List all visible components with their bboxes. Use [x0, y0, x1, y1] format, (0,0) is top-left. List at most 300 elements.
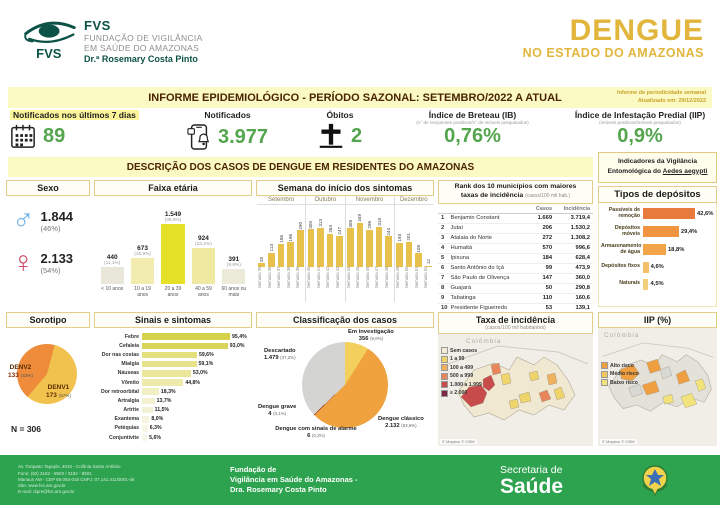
- sintoma-bar: [142, 388, 159, 395]
- municipio-casos: 147: [530, 273, 555, 283]
- sintoma-row: [94, 424, 250, 433]
- month-label: Outubro: [306, 196, 344, 205]
- agegroup-pct: (16,9%): [134, 251, 151, 257]
- sintoma-row: [94, 433, 250, 442]
- sintoma-label: Artralgia: [117, 397, 139, 404]
- kpi-notificados-value: 3.977: [217, 125, 269, 148]
- legend-label: Baixo risco: [610, 379, 638, 386]
- week-bar: [406, 242, 413, 267]
- table-row: [438, 223, 593, 233]
- legend-item: [601, 371, 639, 378]
- week-label: Semana 48: [383, 267, 389, 289]
- week-bar: [385, 236, 392, 267]
- footer-address-line: Av. Torquato Tapajós, 4010 - Colônia Santo Antônio: [18, 464, 121, 470]
- female-pct: (54%): [40, 266, 61, 275]
- month-week-labels: [395, 267, 433, 291]
- ento-line1: Indicadores da Vigilância: [617, 158, 698, 165]
- rank-col-incidencia: Incidência: [555, 204, 593, 214]
- municipio-incidencia: 3.719,4: [555, 213, 593, 223]
- municipio-incidencia: 473,9: [555, 263, 593, 273]
- sintoma-pct: 13,7%: [156, 397, 172, 404]
- kpi-notificados-label: Notificados: [204, 110, 251, 120]
- rank-number: 9: [438, 293, 450, 303]
- agegroup-column: [127, 198, 157, 302]
- panel-sexo: [6, 180, 90, 316]
- week-bar: [268, 253, 275, 267]
- panel-faixa-etaria-title: Faixa etária: [94, 180, 252, 196]
- table-row: [438, 273, 593, 283]
- kpi-iip-label: Índice de Infestação Predial (IIP): [574, 110, 706, 120]
- table-row: [438, 263, 593, 273]
- legend-swatch: [601, 371, 608, 378]
- month-group: [306, 196, 345, 302]
- agegroup-label: 20 a 39 anos: [164, 286, 182, 298]
- section-banner: [8, 157, 593, 177]
- legend-label: Médio risco: [610, 371, 639, 377]
- legend-swatch: [441, 381, 448, 388]
- org-line1: FUNDAÇÃO DE VIGILÂNCIA: [84, 33, 203, 43]
- sintoma-pct: 11,5%: [154, 407, 170, 414]
- month-week-labels: [257, 267, 305, 291]
- deposito-row: [601, 279, 714, 290]
- table-row: [438, 293, 593, 303]
- deposito-row: [601, 226, 714, 238]
- kpi-iip-sublabel: (imóveis positivos/imóveis pesquisados): [599, 120, 681, 125]
- week-bar: [347, 228, 354, 267]
- deposito-label: Naturais: [619, 280, 640, 287]
- panel-sorotipo-title: Sorotipo: [6, 312, 90, 328]
- agegroup-value: 673: [137, 244, 149, 252]
- week-column: [335, 227, 345, 267]
- kpi-iip-value: 0,9%: [617, 125, 663, 147]
- sexo-male-row: [12, 206, 88, 236]
- kpi-breteau: [385, 108, 560, 156]
- kpi-notificados-7-dias-value: 89: [43, 124, 66, 147]
- org-line2: EM SAÚDE DO AMAZONAS: [84, 43, 200, 53]
- footer-address-line: E-mail: dipre@fvs.am.gov.br: [18, 489, 75, 495]
- agegroup-bar: [131, 258, 154, 284]
- legend-label: 1.000 a 1.999: [450, 381, 482, 388]
- month-label: Novembro: [346, 196, 394, 205]
- classificacao-pie-chart: [302, 342, 388, 428]
- week-label: Semana 38: [285, 267, 291, 289]
- kpi-iip: [560, 108, 720, 156]
- sintoma-label: Febre: [124, 333, 139, 340]
- agegroup-value: 1.549: [164, 211, 182, 218]
- panel-classificacao: [256, 312, 434, 446]
- sintoma-row: [94, 341, 250, 350]
- sintoma-pct: 95,4%: [232, 333, 247, 340]
- week-label: Semana 52: [423, 267, 429, 289]
- municipio-name: Jutaí: [450, 223, 530, 233]
- section-banner-title: DESCRIÇÃO DOS CASOS DE DENGUE EM RESIDENTES DO AMAZONAS: [126, 161, 475, 173]
- sintoma-label: Náuseas: [117, 370, 139, 377]
- agegroup-pct: (23,2%): [195, 242, 212, 248]
- legend-item: [441, 356, 482, 363]
- denv2-label: DENV2 133 (43%): [8, 364, 33, 379]
- legend-item: [441, 373, 482, 380]
- sintoma-label: Dor retroorbital: [100, 388, 139, 395]
- sexo-female-row: [12, 248, 88, 278]
- deposito-bar: [643, 226, 679, 237]
- memorial-cross-icon: [318, 123, 344, 149]
- week-value: 244: [386, 227, 392, 236]
- sintoma-row: [94, 387, 250, 396]
- deposito-bar: [643, 279, 648, 290]
- deposito-pct: 29,4%: [680, 228, 698, 235]
- month-label: Setembro: [257, 196, 305, 205]
- panel-iip-title: IIP (%): [598, 312, 717, 328]
- week-column: [365, 221, 375, 267]
- municipio-casos: 53: [530, 303, 555, 310]
- month-bars: [395, 205, 433, 267]
- sintoma-pct: 59,6%: [198, 351, 214, 358]
- table-row: [438, 253, 593, 263]
- sintoma-label: Exantema: [114, 416, 139, 423]
- kpi-breteau-label: Índice de Breteau (IB): [428, 110, 517, 120]
- kpi-obitos-value: 2: [350, 124, 363, 147]
- week-label: Semana 40: [306, 267, 312, 289]
- taxa-map-legend: [441, 347, 482, 398]
- deposito-pct: 4,5%: [650, 281, 664, 288]
- aedes-aegypti-label: Aedes aegypti: [662, 167, 708, 175]
- sintoma-label: Vômito: [121, 379, 139, 386]
- month-label: Dezembro: [395, 196, 433, 205]
- sintoma-row: [94, 406, 250, 415]
- rank-number: 10: [438, 303, 450, 310]
- panel-taxa-title: Taxa de incidência (casos/100 mil habitantes): [438, 312, 593, 334]
- male-symbol-icon: ♂: [12, 204, 35, 237]
- semana-chart: [256, 196, 434, 302]
- municipio-casos: 570: [530, 243, 555, 253]
- week-value: 193: [396, 234, 402, 242]
- agegroup-pct: (11,1%): [103, 260, 121, 266]
- week-value: 264: [327, 225, 333, 233]
- week-column: [286, 234, 296, 267]
- panel-rank-municipios: [438, 180, 593, 310]
- legend-label: ≥ 2.000: [450, 390, 468, 396]
- kpi-notificados-7-dias: [0, 108, 160, 156]
- agegroup-label: 10 a 19 anos: [134, 286, 151, 298]
- week-label: Semana 35: [257, 267, 262, 289]
- deposito-row: [601, 244, 714, 256]
- agegroup-label: < 10 anos: [101, 286, 124, 292]
- week-column: [395, 234, 405, 267]
- sintoma-row: [94, 332, 250, 341]
- kpi-notificados-7-dias-label: Notificados nos últimos 7 dias: [10, 110, 139, 120]
- week-column: [355, 214, 365, 267]
- agegroup-label: 60 anos ou mais: [221, 286, 247, 298]
- agegroup-bar: [161, 224, 184, 284]
- panel-sinais-title: Sinais e sintomas: [94, 312, 252, 328]
- panel-taxa-incidencia-mapa: [438, 312, 593, 446]
- municipio-incidencia: 628,4: [555, 253, 593, 263]
- panel-rank-title: Rank dos 10 municípios com maiores taxas de incidência (casos/100 mil hab.): [438, 180, 593, 204]
- legend-label: Sem casos: [450, 347, 478, 354]
- deposito-bar: [643, 244, 666, 255]
- legend-item: [441, 390, 482, 397]
- table-row: [438, 283, 593, 293]
- week-bar: [357, 223, 364, 267]
- month-group: [257, 196, 306, 302]
- week-value: 201: [406, 233, 412, 241]
- panel-sinais-sintomas: [94, 312, 252, 442]
- rank-number: 5: [438, 253, 450, 263]
- week-label: Semana 42: [325, 267, 331, 289]
- week-bar: [396, 243, 403, 267]
- month-group: [395, 196, 433, 302]
- sintoma-bar: [142, 361, 197, 368]
- week-column: [316, 219, 326, 267]
- month-week-labels: [346, 267, 394, 291]
- month-bars: [306, 205, 344, 267]
- page-subtitle: NO ESTADO DO AMAZONAS: [522, 46, 704, 60]
- agegroup-value: 391: [228, 255, 240, 263]
- table-row: [438, 243, 593, 253]
- municipio-name: Presidente Figueiredo: [450, 303, 530, 310]
- week-column: [257, 257, 267, 267]
- week-label: Semana 45: [355, 267, 361, 289]
- sintoma-pct: 18,3%: [160, 388, 176, 395]
- iip-map: [598, 328, 717, 446]
- ento-indicators-header: [598, 152, 717, 183]
- agegroup-column: [219, 198, 249, 302]
- rank-number: 3: [438, 233, 450, 243]
- legend-item: [441, 364, 482, 371]
- municipio-name: Guajará: [450, 283, 530, 293]
- iip-map-country-label: Colômbia: [604, 332, 640, 339]
- week-bar: [376, 227, 383, 267]
- week-value: 108: [416, 244, 422, 253]
- fvs-logo: [24, 14, 203, 64]
- week-column: [295, 222, 305, 267]
- org-name: FVS: [84, 18, 111, 33]
- legend-swatch: [441, 364, 448, 371]
- deposito-label: Passíveis de remoção: [608, 207, 640, 219]
- agegroup-bar: [192, 248, 215, 284]
- deposito-row: [601, 262, 714, 273]
- sintoma-pct: 93,0%: [229, 342, 245, 349]
- agegroup-bar: [101, 267, 124, 284]
- informe-banner: [8, 87, 712, 108]
- sinais-chart: [94, 328, 252, 442]
- legend-item: [441, 381, 482, 388]
- panel-iip-mapa: [598, 312, 717, 446]
- map-attribution: © Mapbox © OSM: [442, 439, 475, 444]
- panel-semana-sintomas: [256, 180, 434, 302]
- municipio-casos: 206: [530, 223, 555, 233]
- week-value: 308: [347, 219, 353, 228]
- depositos-chart: [599, 203, 716, 290]
- municipio-casos: 50: [530, 283, 555, 293]
- week-column: [414, 245, 424, 267]
- week-column: [325, 225, 335, 267]
- municipio-incidencia: 1.308,2: [555, 233, 593, 243]
- month-bars: [346, 205, 394, 267]
- panel-sorotipo: [6, 312, 90, 446]
- sintoma-label: Dor nas costas: [101, 351, 139, 358]
- org-director: Dr.ª Rosemary Costa Pinto: [84, 54, 198, 64]
- deposito-label: Armazenamento de água: [601, 242, 642, 255]
- rank-number: 2: [438, 223, 450, 233]
- sintoma-bar: [142, 407, 153, 414]
- table-row: [438, 233, 593, 243]
- kpi-breteau-value: 0,76%: [444, 125, 501, 147]
- week-label: Semana 43: [334, 267, 340, 289]
- legend-swatch: [441, 390, 448, 397]
- male-count: 1.844: [40, 209, 74, 224]
- sintoma-bar: [142, 379, 183, 386]
- rank-col-casos: Casos: [530, 204, 555, 214]
- sintoma-bar: [142, 425, 148, 432]
- week-value: 186: [278, 234, 284, 243]
- footer-org: Fundação de Vigilância em Saúde do Amazonas - Dra. Rosemary Costa Pinto: [230, 464, 358, 495]
- week-bar: [308, 229, 315, 267]
- legend-item: [601, 379, 639, 386]
- phone-notification-icon: [187, 123, 211, 151]
- week-label: Semana 46: [364, 267, 370, 289]
- week-label: Semana 36: [266, 267, 272, 289]
- week-column: [267, 244, 277, 267]
- deposito-bar: [643, 262, 649, 273]
- legend-label: Alto risco: [610, 362, 634, 369]
- week-value: 319: [376, 218, 382, 226]
- month-group: [346, 196, 395, 302]
- female-count: 2.133: [40, 251, 74, 266]
- footer-address-line: Manaus AM - CEP 69.093-018 CNPJ: 07.141.411/0001-46: [18, 476, 135, 482]
- municipio-casos: 1.669: [530, 213, 555, 223]
- week-value: 113: [268, 244, 274, 252]
- table-row: [438, 213, 593, 223]
- municipio-incidencia: 1.530,2: [555, 223, 593, 233]
- panel-classificacao-title: Classificação dos casos: [256, 312, 434, 328]
- kpi-obitos-label: Óbitos: [326, 110, 354, 120]
- map-country-label: Colômbia: [466, 338, 502, 345]
- agegroup-bar: [222, 269, 245, 284]
- agegroup-value: 924: [197, 235, 209, 243]
- municipio-name: Atalaia do Norte: [450, 233, 530, 243]
- panel-depositos-title: Tipos de depósitos: [598, 186, 717, 203]
- panel-faixa-etaria: [94, 180, 252, 302]
- page-title: DENGUE: [569, 14, 704, 47]
- week-value: 290: [297, 221, 303, 230]
- kpi-row: [0, 108, 720, 156]
- footer-address-line: Fone: (92) 3182 - 8503 / 3182 - 8501: [18, 470, 92, 476]
- week-value: 247: [337, 227, 343, 235]
- municipio-incidencia: 360,0: [555, 273, 593, 283]
- week-bar: [317, 228, 324, 267]
- sintoma-pct: 44,8%: [185, 379, 201, 386]
- week-label: Semana 47: [374, 267, 380, 289]
- sintoma-pct: 59,1%: [198, 361, 214, 368]
- informe-banner-title: INFORME EPIDEMIOLÓGICO - PERÍODO SAZONAL: SETEMBRO/2022 A ATUAL: [148, 91, 562, 104]
- sintoma-bar: [142, 434, 147, 441]
- legend-swatch: [441, 347, 448, 354]
- rank-number: 8: [438, 283, 450, 293]
- deposito-pct: 42,6%: [697, 210, 714, 217]
- iip-map-attribution: © Mapbox © OSM: [602, 439, 635, 444]
- panel-tipos-depositos: [598, 186, 717, 307]
- informe-banner-note: [582, 90, 712, 104]
- week-label: Semana 51: [413, 267, 419, 289]
- month-bars: [257, 205, 305, 267]
- footer-address: [0, 464, 230, 495]
- sintoma-bar: [142, 352, 197, 359]
- sintoma-label: Mialgia: [121, 361, 139, 368]
- legend-label: 100 a 499: [450, 364, 474, 371]
- periodicity-note: Informe de periodicidade semanal: [617, 90, 706, 97]
- week-label: Semana 44: [345, 267, 351, 289]
- legend-item: [601, 362, 639, 369]
- municipio-name: Santo Antônio do Içá: [450, 263, 530, 273]
- faixa-etaria-chart: [94, 196, 252, 302]
- legend-swatch: [601, 379, 608, 386]
- week-bar: [287, 242, 294, 267]
- municipio-name: Ipixuna: [450, 253, 530, 263]
- panel-sexo-title: Sexo: [6, 180, 90, 196]
- sintoma-pct: 8,0%: [151, 416, 164, 423]
- deposito-pct: 18,8%: [667, 246, 685, 253]
- week-label: Semana 39: [295, 267, 301, 289]
- svg-text:FVS: FVS: [36, 45, 62, 61]
- week-label: Semana 37: [276, 267, 282, 289]
- sintoma-bar: [142, 343, 228, 350]
- iip-map-legend: [601, 362, 639, 388]
- denv1-label: DENV1 173 (57%): [46, 384, 71, 399]
- kpi-obitos: [295, 108, 385, 156]
- sintoma-bar: [142, 370, 191, 377]
- municipio-name: Humaitá: [450, 243, 530, 253]
- week-column: [384, 228, 394, 267]
- deposito-bar: [643, 208, 695, 219]
- legend-swatch: [601, 362, 608, 369]
- week-value: 313: [317, 218, 323, 227]
- week-bar: [415, 253, 422, 267]
- agegroup-column: [158, 198, 188, 302]
- label-dengue-grave: Dengue grave 4 (0,1%): [258, 404, 297, 418]
- rank-table: [438, 204, 593, 310]
- ento-line2: Entomológica do Aedes aegypti: [607, 167, 708, 175]
- sintoma-label: Cefaleia: [119, 342, 139, 349]
- municipio-incidencia: 290,8: [555, 283, 593, 293]
- calendar-icon: [10, 123, 36, 149]
- agegroup-pct: (38,9%): [164, 218, 182, 223]
- agegroup-column: [188, 198, 218, 302]
- rank-number: 4: [438, 243, 450, 253]
- female-symbol-icon: ♀: [12, 246, 35, 279]
- sintoma-bar: [142, 398, 155, 405]
- municipio-incidencia: 160,6: [555, 293, 593, 303]
- label-em-investigacao: Em investigação 356 (9,0%): [348, 329, 394, 343]
- municipio-name: Tabatinga: [450, 293, 530, 303]
- agegroup-column: [97, 198, 127, 302]
- legend-item: [441, 347, 482, 354]
- sintoma-row: [94, 415, 250, 424]
- week-value: 28: [259, 257, 265, 263]
- kpi-breteau-sublabel: (n° de recipientes positivos/n° de imóveis pesquisados): [416, 120, 529, 125]
- legend-swatch: [441, 373, 448, 380]
- week-bar: [336, 236, 343, 267]
- sintoma-pct: 53,0%: [192, 370, 208, 377]
- report-title-block: [523, 16, 704, 60]
- municipio-incidencia: 139,1: [555, 303, 593, 310]
- sintoma-row: [94, 350, 250, 359]
- deposito-row: [601, 208, 714, 220]
- sorotipo-n-label: N = 306: [11, 424, 42, 434]
- week-bar: [297, 230, 304, 267]
- week-bar: [327, 234, 334, 267]
- footer-secretaria: Secretaria de Saúde: [500, 463, 564, 498]
